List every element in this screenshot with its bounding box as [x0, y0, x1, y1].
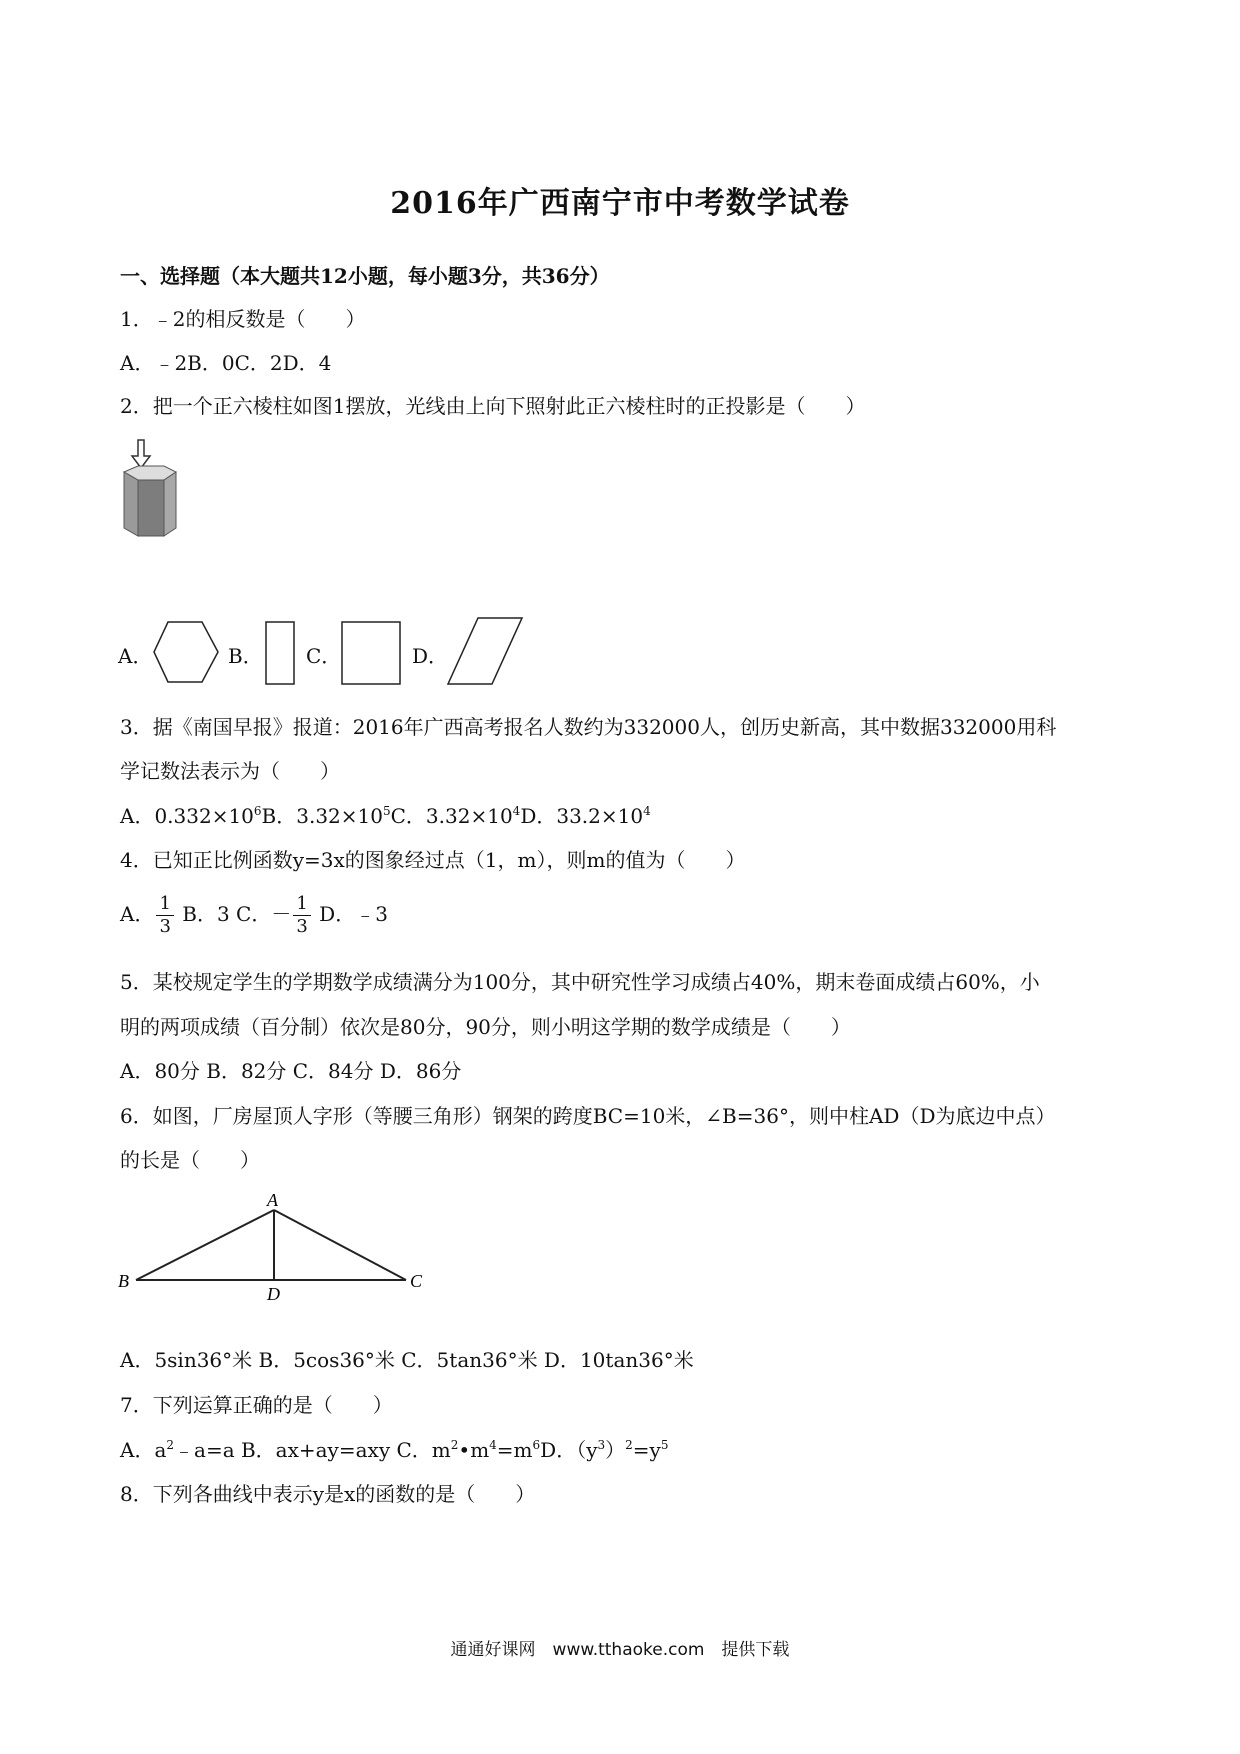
option-d-label: D．: [412, 644, 449, 668]
question-2-stem: 2．把一个正六棱柱如图1摆放，光线由上向下照射此正六棱柱时的正投影是（ ）: [120, 394, 866, 418]
question-7-options: A．$a^2﹣a=a$ B．ax+ay=axy C．$m^2•m^4=m^6D$．$(y^3)^2=y^5$: [120, 1438, 669, 1462]
vertex-d-label: D: [267, 1284, 280, 1302]
vertex-b-label: B: [118, 1271, 129, 1291]
footer-credit: 通通好课网 www.tthaoke.com 提供下载: [450, 1640, 790, 1660]
option-b-label: B．: [228, 644, 263, 668]
hexagonal-prism-figure: [118, 438, 188, 538]
question-4-options: A． $\frac{1}{3}$ B．3 C．－ $\frac{1}{3}$ D．﹣3: [120, 893, 388, 937]
question-6-options: A．5sin36°米 B．5cos36°米 C．5tan36°米 D．10tan36°米: [120, 1348, 694, 1372]
page-title: 2016年广西南宁市中考数学试卷: [390, 186, 850, 221]
question-6-stem-line2: 的长是（ ）: [120, 1148, 260, 1172]
question-3-stem-line1: 3．据《南国早报》报道：2016年广西高考报名人数约为332000人，创历史新高，其中数据332000用科: [120, 715, 1057, 739]
light-arrow-icon: [132, 440, 150, 468]
question-3-options: A．$0.332\times 10^6B$．$3.32\times 10^5C$．$3.32\times 10^4D$．$33.2\times 10^4$: [120, 804, 651, 828]
question-6-stem-line1: 6．如图，厂房屋顶人字形（等腰三角形）钢架的跨度BC=10米，∠B=36°，则中柱AD（D为底边中点）: [120, 1104, 1056, 1128]
vertex-a-label: A: [267, 1192, 278, 1210]
fraction-one-third-c: $\frac{1}{3}$: [293, 893, 310, 938]
square-option-shape: [340, 620, 404, 688]
question-4-stem: 4．已知正比例函数y=3x的图象经过点（1，m），则m的值为（ ）: [120, 848, 746, 872]
question-1-options: A．﹣2B．0C．2D．4: [120, 351, 332, 375]
question-5-stem-line2: 明的两项成绩（百分制）依次是80分，90分，则小明这学期的数学成绩是（ ）: [120, 1015, 851, 1039]
fraction-one-third-a: $\frac{1}{3}$: [156, 893, 173, 938]
parallelogram-option-shape: [446, 616, 526, 688]
section-heading: 一、选择题（本大题共12小题，每小题3分，共36分）: [120, 264, 610, 288]
triangle-abc-figure: [116, 1192, 436, 1302]
question-8-stem: 8．下列各曲线中表示y是x的函数的是（ ）: [120, 1482, 536, 1506]
vertex-c-label: C: [410, 1271, 423, 1291]
narrow-rectangle-option-shape: [264, 620, 298, 688]
hexagon-option-shape: [152, 618, 222, 688]
question-7-stem: 7．下列运算正确的是（ ）: [120, 1393, 393, 1417]
question-5-options: A．80分 B．82分 C．84分 D．86分: [120, 1059, 462, 1083]
question-1-stem: 1．﹣2的相反数是（ ）: [120, 307, 366, 331]
option-c-label: C．: [306, 644, 342, 668]
question-5-stem-line1: 5．某校规定学生的学期数学成绩满分为100分，其中研究性学习成绩占40%，期末卷面成绩占60%，小: [120, 970, 1040, 994]
option-a-label: A．: [118, 644, 153, 668]
question-3-stem-line2: 学记数法表示为（ ）: [120, 759, 340, 783]
